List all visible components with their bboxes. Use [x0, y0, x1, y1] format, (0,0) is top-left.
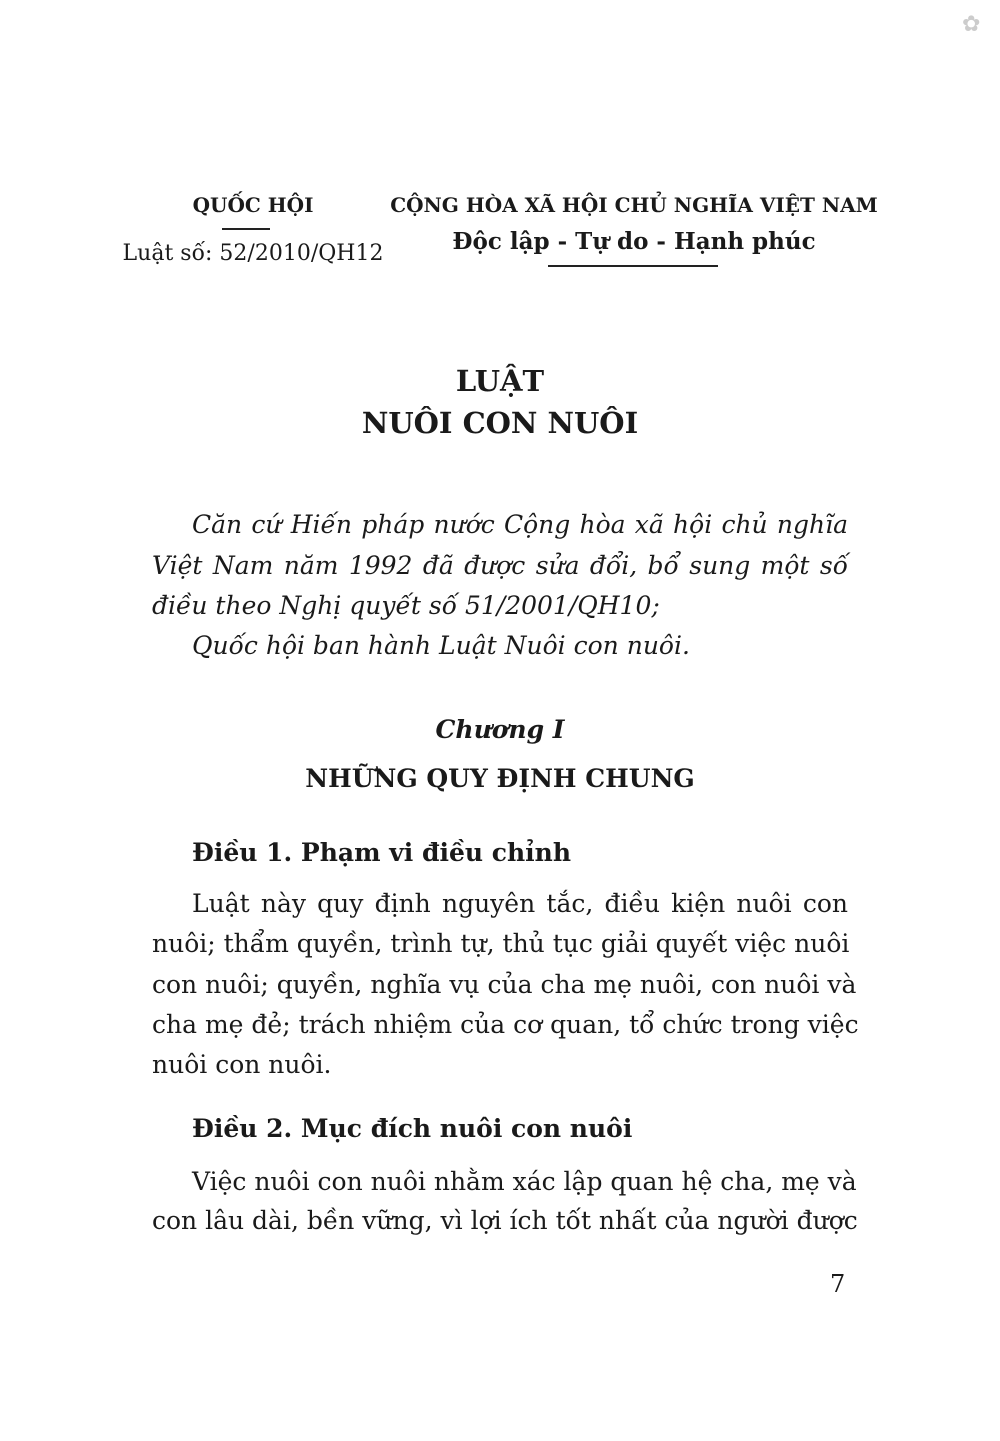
article-line: con lâu dài, bền vững, vì lợi ích tốt nhất của người được: [152, 1206, 858, 1235]
motto: Độc lập - Tự do - Hạnh phúc: [452, 228, 816, 255]
article-line: cha mẹ đẻ; trách nhiệm của cơ quan, tổ chức trong việc: [152, 1010, 859, 1039]
article-line: nuôi; thẩm quyền, trình tự, thủ tục giải quyết việc nuôi: [152, 929, 850, 958]
article-line: Luật này quy định nguyên tắc, điều kiện nuôi con: [192, 889, 848, 918]
article-heading: Điều 1. Phạm vi điều chỉnh: [192, 838, 572, 867]
law-number: Luật số: 52/2010/QH12: [122, 241, 384, 266]
chapter-name: NHỮNG QUY ĐỊNH CHUNG: [305, 764, 695, 793]
flower-watermark-icon: ✿: [962, 12, 981, 37]
motto-underline: [548, 265, 718, 267]
preamble-line: Việt Nam năm 1992 đã được sửa đổi, bổ sung một số: [152, 551, 848, 580]
article-heading: Điều 2. Mục đích nuôi con nuôi: [192, 1114, 633, 1143]
preamble-line: Căn cứ Hiến pháp nước Cộng hòa xã hội chủ nghĩa: [192, 510, 848, 539]
law-title-line1: LUẬT: [455, 364, 545, 398]
preamble-line: Quốc hội ban hành Luật Nuôi con nuôi.: [192, 631, 690, 660]
chapter-number: Chương I: [435, 715, 565, 744]
issuer-underline: [222, 228, 270, 230]
article-line: con nuôi; quyền, nghĩa vụ của cha mẹ nuôi, con nuôi và: [152, 970, 857, 999]
issuer: QUỐC HỘI: [192, 193, 314, 217]
article-line: Việc nuôi con nuôi nhằm xác lập quan hệ cha, mẹ và: [192, 1167, 857, 1196]
article-line: nuôi con nuôi.: [152, 1050, 332, 1079]
law-title-line2: NUÔI CON NUÔI: [361, 406, 639, 440]
nation-name: CỘNG HÒA XÃ HỘI CHỦ NGHĨA VIỆT NAM: [390, 193, 878, 217]
preamble-line: điều theo Nghị quyết số 51/2001/QH10;: [152, 591, 660, 620]
page-number: 7: [830, 1270, 846, 1298]
